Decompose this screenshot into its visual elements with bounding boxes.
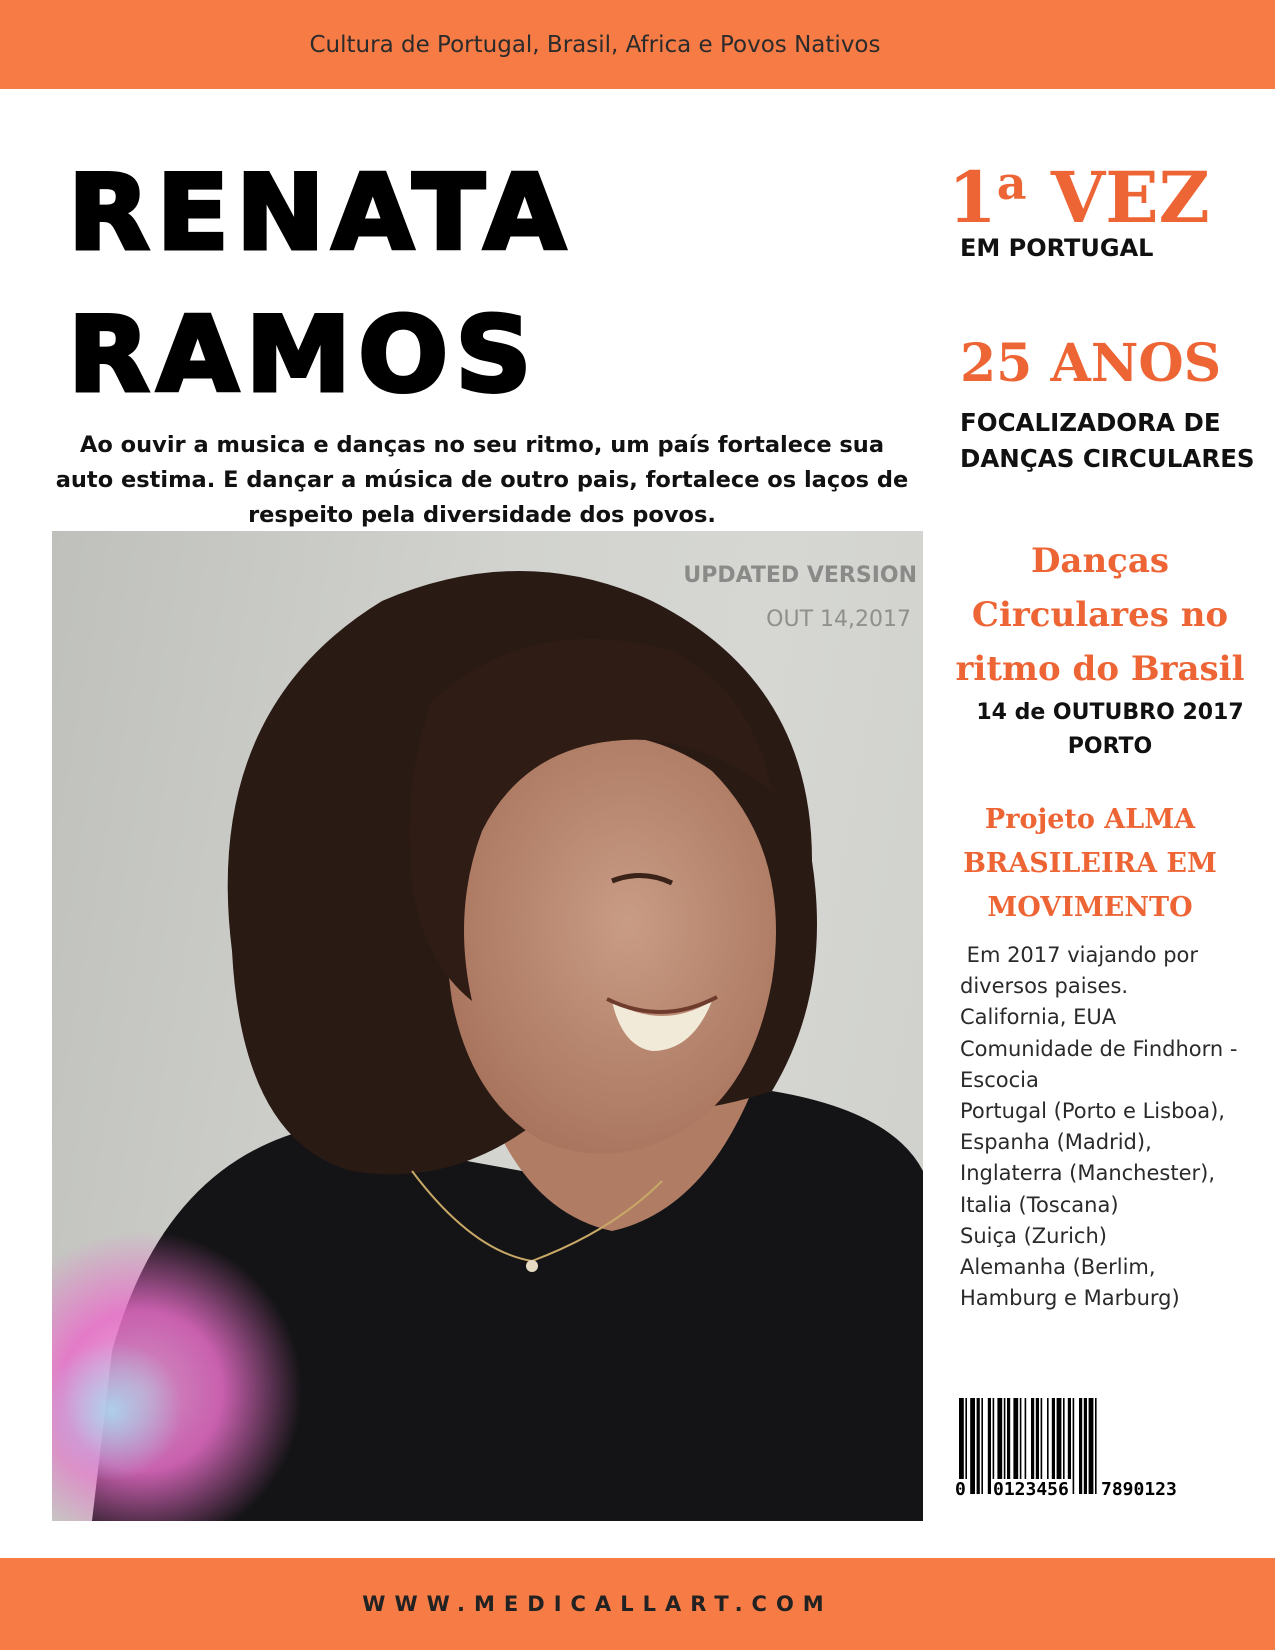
years-subtitle	[960, 405, 1255, 477]
project-title	[950, 798, 1230, 930]
event-details	[960, 696, 1260, 764]
first-time-ordinal: a	[996, 156, 1027, 210]
event-title-line: Circulares no	[971, 595, 1229, 635]
travel-line: diversos paises.	[960, 974, 1129, 999]
barcode-digits-group2: 7890123	[1101, 1479, 1177, 1500]
barcode-digits-group1: 0123456	[993, 1479, 1069, 1500]
first-time-number: 1	[948, 156, 997, 239]
barcode-digits	[953, 1479, 1213, 1503]
travel-line: Italia (Toscana)	[960, 1192, 1119, 1217]
portrait-illustration	[52, 531, 923, 1521]
event-city: PORTO	[1067, 734, 1153, 759]
travel-list	[960, 940, 1260, 1314]
project-title-line: MOVIMENTO	[987, 892, 1193, 923]
travel-line: Comunidade de Findhorn -	[960, 1036, 1238, 1061]
project-title-line: Projeto ALMA	[984, 804, 1196, 835]
travel-line: California, EUA	[960, 1005, 1117, 1030]
years-headline: 25 ANOS	[960, 333, 1222, 394]
travel-line: Suiça (Zurich)	[960, 1223, 1107, 1248]
years-subtitle-line: DANÇAS CIRCULARES	[960, 444, 1255, 473]
travel-line: Inglaterra (Manchester),	[960, 1161, 1215, 1186]
cover-quote: Ao ouvir a musica e danças no seu ritmo, um país fortalece sua auto estima. E dançar a música de outro pais, fortalece os laços de respeito pela diversidade dos povos.	[55, 432, 909, 528]
bottom-banner	[0, 1558, 1275, 1650]
travel-line: Portugal (Porto e Lisboa),	[960, 1099, 1225, 1124]
portrait-photo	[52, 531, 923, 1521]
years-subtitle-line: FOCALIZADORA DE	[960, 408, 1221, 437]
travel-line: Alemanha (Berlim,	[960, 1255, 1156, 1280]
updated-version-label: UPDATED VERSION	[683, 563, 917, 588]
header-tagline: Cultura de Portugal, Brasil, Africa e Povos Nativos	[309, 31, 881, 58]
first-time-subtitle: EM PORTUGAL	[960, 234, 1154, 262]
travel-line: Escocia	[960, 1067, 1039, 1092]
event-date: 14 de OUTUBRO 2017	[976, 700, 1244, 725]
updated-version-date: OUT 14,2017	[766, 607, 911, 632]
travel-line: Espanha (Madrid),	[960, 1130, 1152, 1155]
event-title-line: Danças	[1030, 541, 1170, 581]
travel-line: Em 2017 viajando por	[960, 943, 1199, 967]
top-banner	[0, 0, 1275, 89]
project-title-line: BRASILEIRA EM	[963, 848, 1217, 879]
event-title-line: ritmo do Brasil	[955, 649, 1245, 689]
cover-name-last: RAMOS	[68, 294, 539, 415]
barcode-digit-first: 0	[955, 1479, 966, 1500]
cover-name-first: RENATA	[68, 152, 573, 273]
first-time-headline	[948, 156, 1210, 239]
travel-line: Hamburg e Marburg)	[960, 1286, 1180, 1311]
first-time-word: VEZ	[1050, 156, 1210, 239]
event-title	[950, 534, 1250, 696]
footer-website: WWW.MEDICALLART.COM	[362, 1592, 833, 1616]
